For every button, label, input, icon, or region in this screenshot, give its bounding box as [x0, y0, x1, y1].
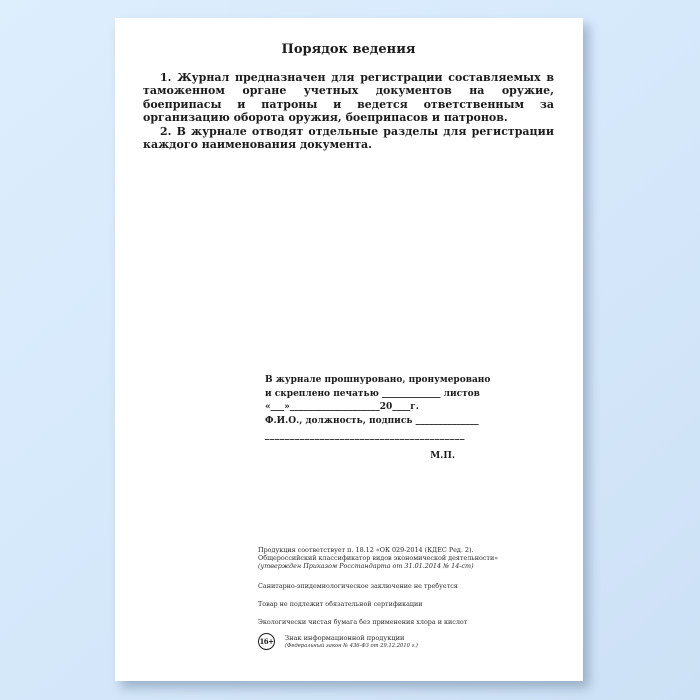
signature-underline: ________________________________________: [265, 431, 465, 441]
stitch-line-numbered: В журнале прошнуровано, пронумеровано: [265, 375, 491, 385]
stitch-line-date: «___»____________________20____г.: [265, 402, 419, 412]
stitch-line-sealed: и скреплено печатью _____________ листов: [265, 388, 480, 399]
document-page: [115, 18, 583, 681]
age-rating-row: [258, 633, 498, 650]
document-body: [143, 71, 554, 151]
certification-statement: Товар не подлежит обязательной сертификации: [258, 600, 423, 608]
age-rating-16plus-icon: 16+: [258, 633, 275, 650]
compliance-line-2: Общероссийский классификатор видов экономической деятельности»: [258, 554, 499, 562]
stitch-line-signature: Ф.И.О., должность, подпись ______________: [265, 415, 479, 426]
body-paragraph-2: 2. В журнале отводят отдельные разделы для регистрации каждого наименования документа.: [143, 124, 554, 152]
compliance-line-1: Продукция соответствует п. 18.12 «ОК 029-2014 (КДЕС Ред. 2).: [258, 546, 474, 554]
body-paragraph-1: 1. Журнал предназначен для регистрации составляемых в таможенном органе учетных документов на оружие, боеприпасы и патроны и ведется ответственным за организацию оборота оружия, боеприпасов и патронов.: [143, 71, 554, 125]
info-sign-title: Знак информационной продукции: [285, 633, 405, 642]
footer-imprint-block: [258, 546, 498, 650]
eco-statement: Экологически чистая бумага без применения хлора и кислот: [258, 618, 468, 626]
stitch-certification-block: [265, 374, 491, 463]
info-sign-law: (Федеральный закон № 436-ФЗ от 29.12.2010 г.): [285, 642, 418, 649]
seal-mark: М.П.: [430, 450, 455, 461]
compliance-line-3: (утвержден Приказом Росстандарта от 31.01.2014 № 14-ст): [258, 562, 474, 570]
document-title: Порядок ведения: [281, 42, 416, 57]
info-product-sign: [285, 635, 418, 649]
sanitary-statement: Санитарно-эпидемиологическое заключение не требуется: [258, 582, 458, 590]
